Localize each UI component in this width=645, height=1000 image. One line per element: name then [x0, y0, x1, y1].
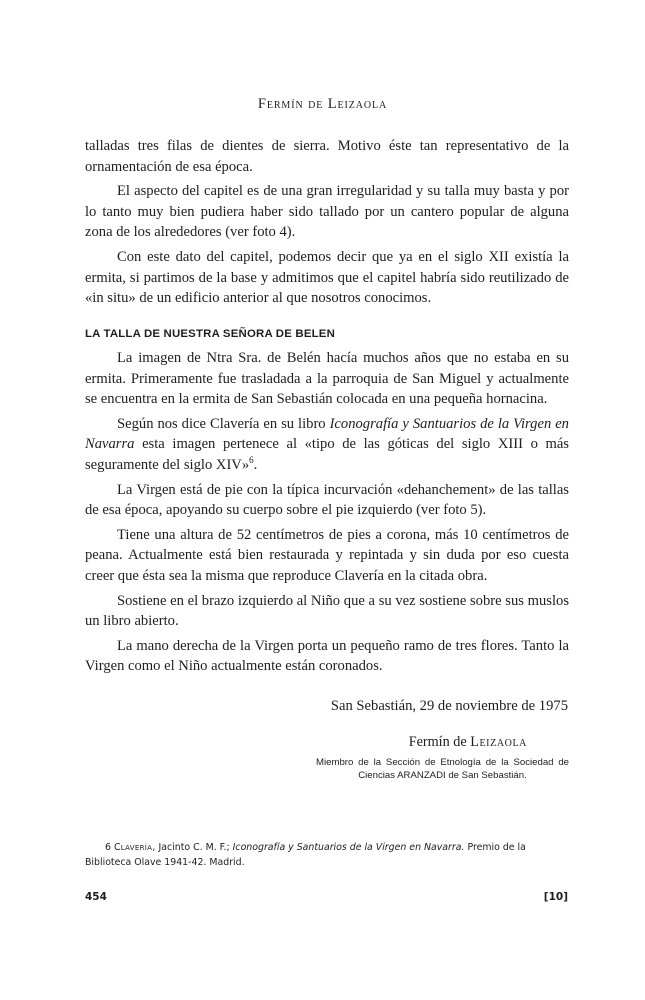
- paragraph: La Virgen está de pie con la típica incurvación «dehanchement» de las tallas de esa época, apoyando su cuerpo sobre el pie izquierdo (ver foto 5).: [85, 481, 569, 519]
- author-first-name: Fermín de: [408, 734, 471, 750]
- paragraph-text: Según nos dice Clavería en su libro: [117, 415, 330, 432]
- page-reference: [10]: [543, 891, 568, 903]
- section-heading: LA TALLA DE NUESTRA SEÑORA DE BELEN: [85, 328, 335, 340]
- section-text: [85, 348, 569, 677]
- paragraph: Sostiene en el brazo izquierdo al Niño que a su vez sostiene sobre sus muslos un libro abierto.: [85, 592, 569, 630]
- footnote-rest: Premio de la Biblioteca Olave 1941-42. Madrid.: [85, 842, 526, 868]
- footnote-book-title: Iconografía y Santuarios de la Virgen en Navarra.: [232, 842, 465, 853]
- paragraph: [85, 414, 569, 476]
- footnote-number: 6: [105, 842, 111, 853]
- dateline: San Sebastián, 29 de noviembre de 1975: [330, 698, 568, 714]
- paragraph: talladas tres filas de dientes de sierra. Motivo éste tan representativo de la ornamentación de esa época.: [85, 138, 569, 175]
- intro-text: [85, 136, 569, 309]
- footnote-author: Clavería,: [113, 842, 156, 853]
- paragraph: La mano derecha de la Virgen porta un pequeño ramo de tres flores. Tanto la Virgen como el Niño actualmente están coronados.: [85, 637, 569, 675]
- author-affiliation: Miembro de la Sección de Etnología de la Sociedad de Ciencias ARANZADI de San Sebastián.: [316, 757, 569, 781]
- footnote-marker: 6: [249, 455, 254, 466]
- footnote: [85, 840, 569, 870]
- paragraph-text: esta imagen pertenece al «tipo de las góticas del siglo XIII o más seguramente del siglo XIV»: [85, 436, 569, 473]
- running-head: Fermín de Leizaola: [257, 96, 388, 112]
- paragraph-text: .: [253, 456, 258, 473]
- author-surname: Leizaola: [470, 734, 527, 750]
- page-number: 454: [85, 891, 107, 903]
- paragraph: El aspecto del capitel es de una gran irregularidad y su talla muy basta y por lo tanto muy bien pudiera haber sido tallado por un cantero popular de alguna zona de los alrededores (ver foto 4).: [85, 183, 569, 241]
- footnote-author-rest: Jacinto C. M. F.;: [155, 842, 233, 853]
- paragraph: Con este dato del capitel, podemos decir que ya en el siglo XII existía la ermita, si partimos de la base y admitimos que el capitel habría sido reutilizado de «in situ» de un edificio anterior al que nosotros conocimos.: [85, 248, 569, 307]
- paragraph: La imagen de Ntra Sra. de Belén hacía muchos años que no estaba en su ermita. Primeramente fue trasladada a la parroquia de San Miguel y actualmente se encuentra en la ermita de San Sebastián colocada en una pequeña hornacina.: [85, 350, 569, 408]
- paragraph: Tiene una altura de 52 centímetros de pies a corona, más 10 centímetros de peana. Actualmente está bien restaurada y repintada y sin duda por eso cuesta creer que ésta sea la misma que reproduce Clavería en la citada obra.: [85, 526, 569, 584]
- author-signature: [409, 734, 527, 751]
- book-title: Iconografía y Santuarios de la Virgen en Navarra: [85, 415, 569, 453]
